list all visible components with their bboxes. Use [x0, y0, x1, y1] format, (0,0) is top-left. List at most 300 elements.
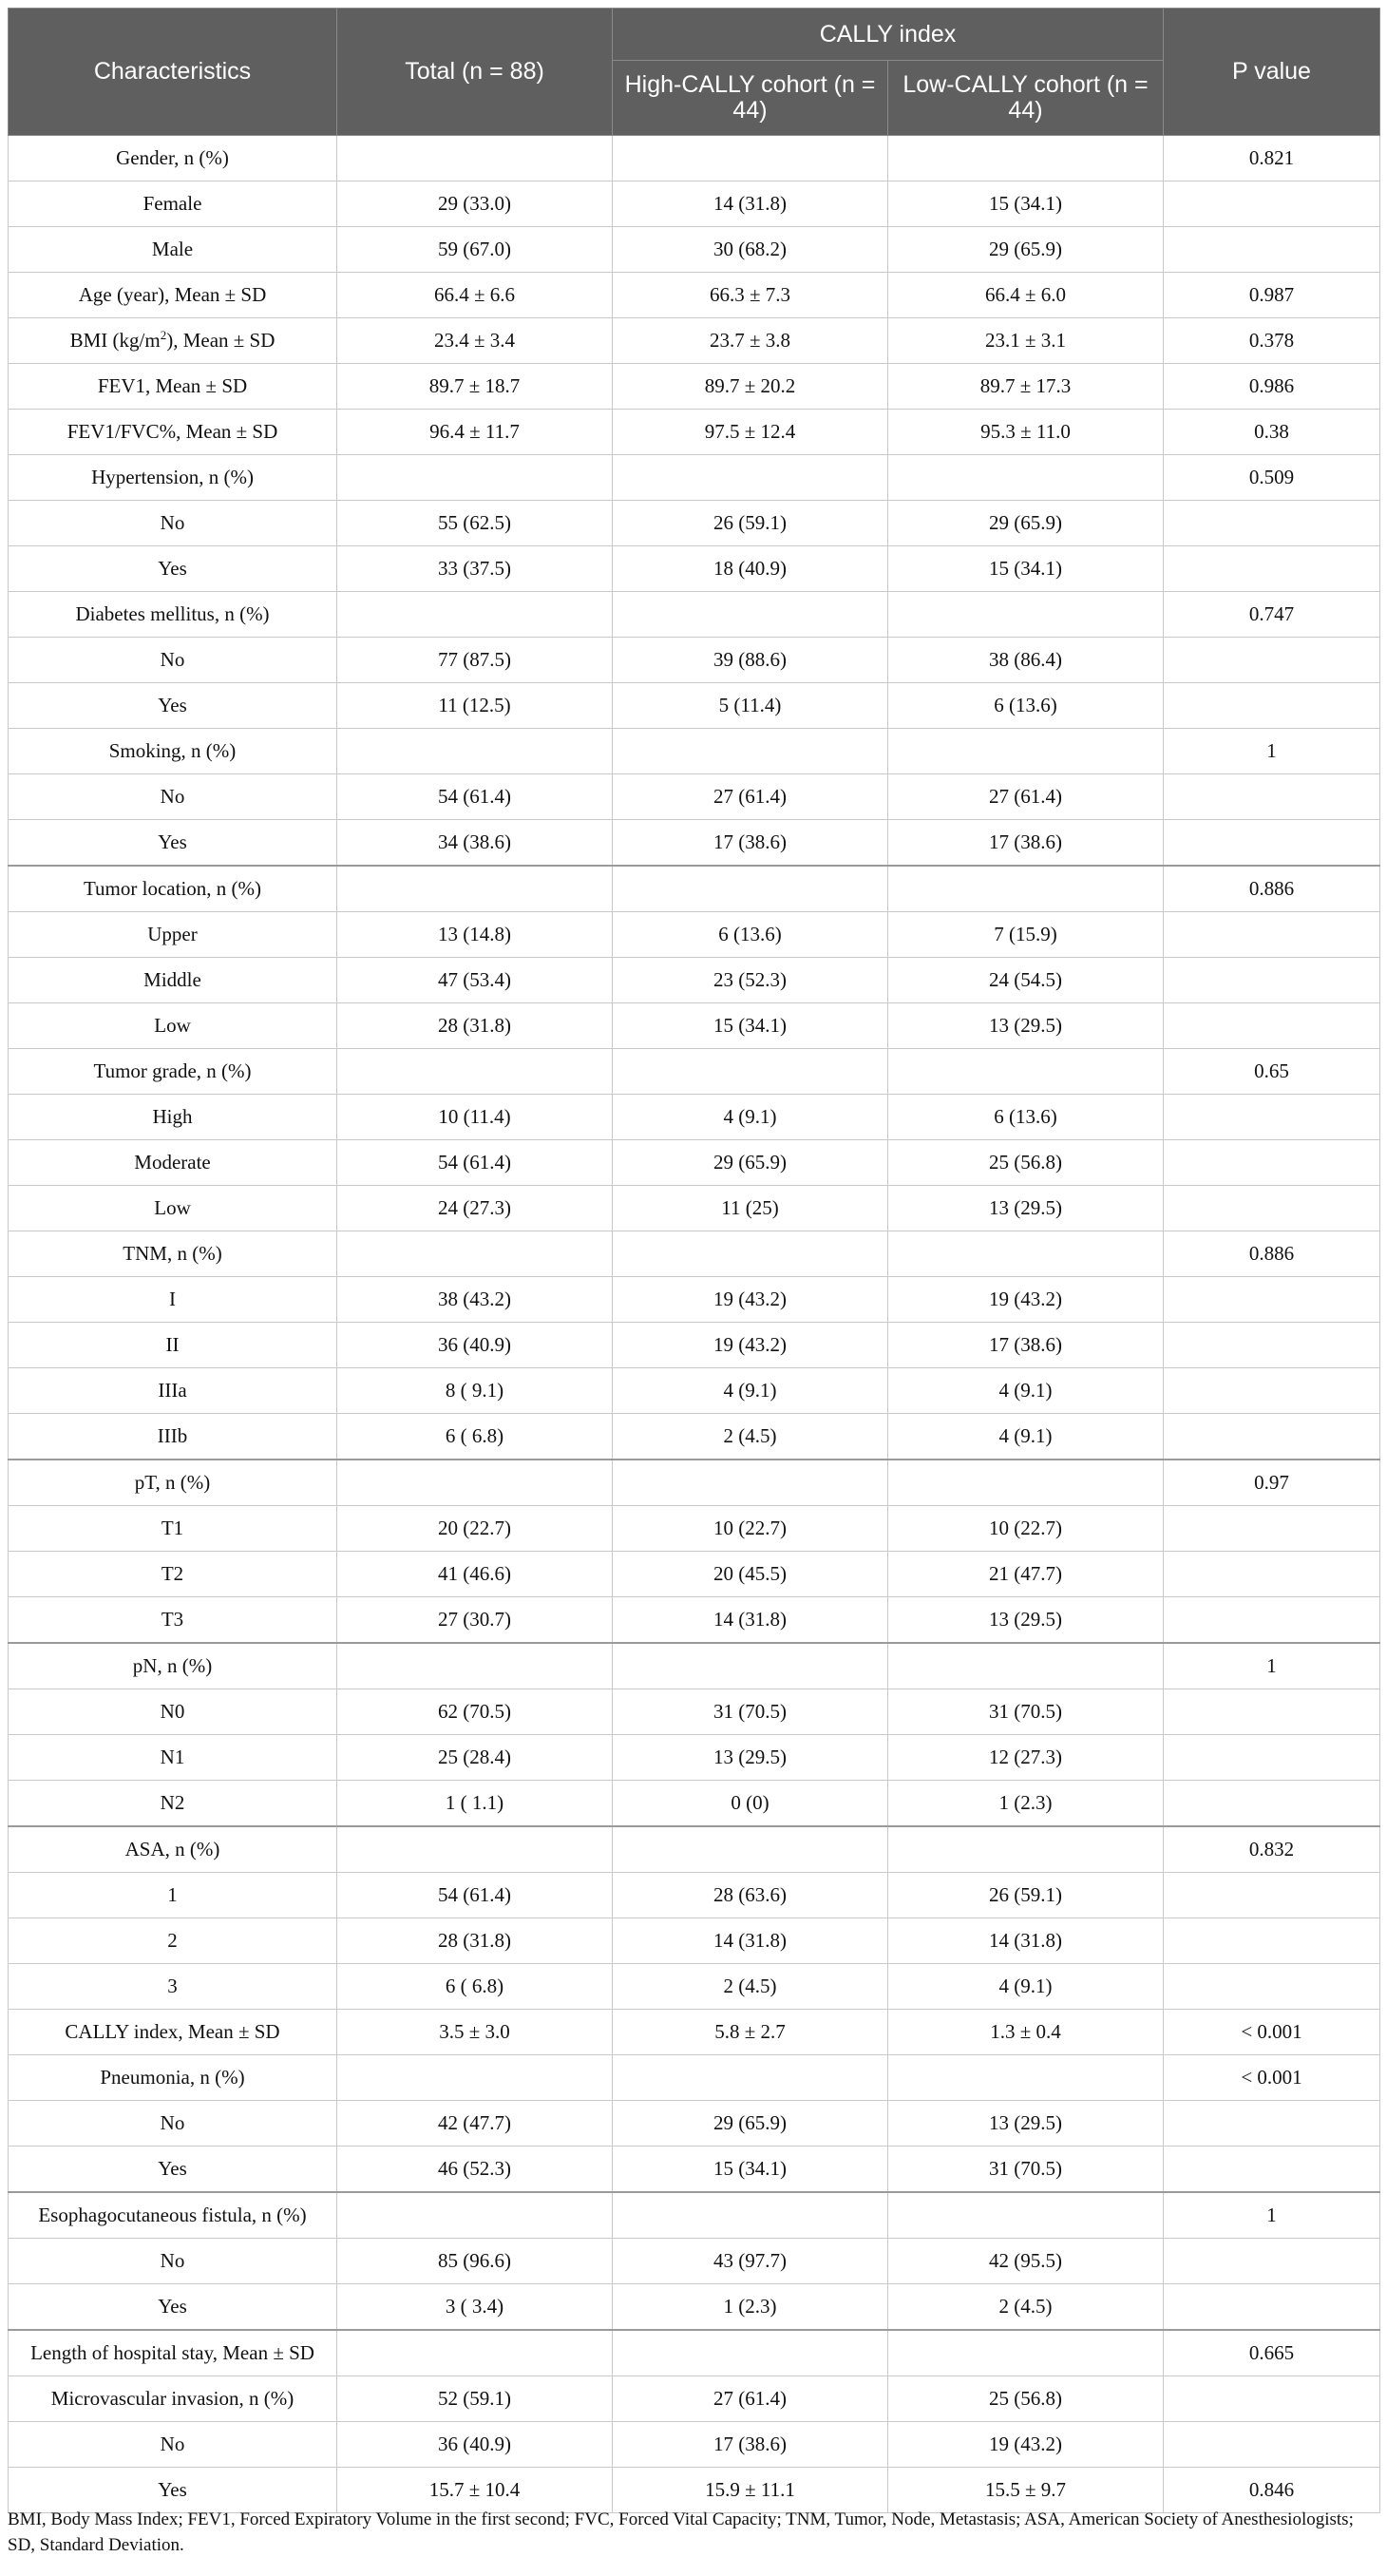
cell-p-value [1164, 2376, 1380, 2422]
cell-total: 36 (40.9) [337, 1323, 613, 1368]
cell-low-cally: 13 (29.5) [888, 1003, 1164, 1049]
cell-high-cally: 0 (0) [613, 1781, 888, 1827]
cell-high-cally: 15.9 ± 11.1 [613, 2468, 888, 2513]
cell-high-cally: 28 (63.6) [613, 1873, 888, 1918]
cell-high-cally: 15 (34.1) [613, 2147, 888, 2193]
cell-low-cally [888, 1049, 1164, 1095]
cell-low-cally: 42 (95.5) [888, 2239, 1164, 2284]
cell-high-cally: 43 (97.7) [613, 2239, 888, 2284]
cell-p-value [1164, 1689, 1380, 1735]
row-label [9, 1140, 337, 1186]
row-label [9, 2055, 337, 2101]
cell-high-cally [613, 866, 888, 912]
row-label-text: Tumor location, n (%) [83, 877, 262, 900]
cell-p-value [1164, 1735, 1380, 1781]
cell-total: 54 (61.4) [337, 1140, 613, 1186]
cell-p-value: < 0.001 [1164, 2055, 1380, 2101]
cell-high-cally: 15 (34.1) [613, 1003, 888, 1049]
cell-total [337, 1826, 613, 1873]
table-row [9, 273, 1380, 318]
cell-p-value [1164, 638, 1380, 683]
row-label-text: Hypertension, n (%) [91, 466, 254, 488]
header-high-cally: High-CALLY cohort (n = 44) [613, 61, 888, 136]
table-row [9, 1277, 1380, 1323]
table-body [9, 136, 1380, 2513]
row-label-text: Age (year), Mean ± SD [78, 283, 267, 306]
table-row [9, 866, 1380, 912]
cell-p-value [1164, 2239, 1380, 2284]
cell-high-cally: 89.7 ± 20.2 [613, 364, 888, 410]
cell-low-cally: 31 (70.5) [888, 1689, 1164, 1735]
header-low-cally: Low-CALLY cohort (n = 44) [888, 61, 1164, 136]
cell-high-cally: 97.5 ± 12.4 [613, 410, 888, 455]
row-label [9, 455, 337, 501]
table-row [9, 1186, 1380, 1231]
table-row [9, 1918, 1380, 1964]
cell-low-cally [888, 1460, 1164, 1506]
cell-low-cally [888, 866, 1164, 912]
cell-low-cally [888, 2055, 1164, 2101]
row-label-text: TNM, n (%) [123, 1242, 222, 1265]
row-label-suffix: ), Mean ± SD [166, 329, 276, 352]
cell-p-value [1164, 1323, 1380, 1368]
row-label [9, 2330, 337, 2376]
cell-high-cally: 20 (45.5) [613, 1552, 888, 1597]
cell-total: 33 (37.5) [337, 546, 613, 592]
cell-low-cally: 29 (65.9) [888, 501, 1164, 546]
row-label [9, 2284, 337, 2331]
table-row [9, 958, 1380, 1003]
cell-low-cally: 17 (38.6) [888, 820, 1164, 867]
cell-p-value [1164, 2422, 1380, 2468]
cell-high-cally: 19 (43.2) [613, 1323, 888, 1368]
cell-high-cally: 39 (88.6) [613, 638, 888, 683]
row-label-text: pN, n (%) [132, 1654, 213, 1677]
cell-low-cally [888, 2192, 1164, 2239]
cell-low-cally: 2 (4.5) [888, 2284, 1164, 2331]
row-label-text: pT, n (%) [134, 1471, 211, 1494]
cell-p-value [1164, 2101, 1380, 2147]
cell-p-value [1164, 912, 1380, 958]
row-label [9, 1597, 337, 1644]
cell-total [337, 2055, 613, 2101]
row-label-text: Smoking, n (%) [108, 739, 237, 762]
table-row [9, 227, 1380, 273]
cell-total: 89.7 ± 18.7 [337, 364, 613, 410]
row-label-text: FEV1/FVC%, Mean ± SD [66, 420, 278, 443]
row-label [9, 1277, 337, 1323]
row-label [9, 1643, 337, 1689]
cell-p-value: 0.97 [1164, 1460, 1380, 1506]
cell-total: 28 (31.8) [337, 1918, 613, 1964]
cell-p-value: 0.846 [1164, 2468, 1380, 2513]
header-characteristics: Characteristics [9, 9, 337, 136]
cell-total [337, 729, 613, 774]
table-row [9, 136, 1380, 181]
cell-total: 38 (43.2) [337, 1277, 613, 1323]
row-label [9, 1095, 337, 1140]
cell-p-value: 0.509 [1164, 455, 1380, 501]
cell-low-cally: 13 (29.5) [888, 2101, 1164, 2147]
cell-total: 42 (47.7) [337, 2101, 613, 2147]
table-row [9, 2101, 1380, 2147]
row-label [9, 1506, 337, 1552]
cell-high-cally: 23.7 ± 3.8 [613, 318, 888, 364]
row-label [9, 1049, 337, 1095]
row-label-text: Tumor grade, n (%) [93, 1059, 252, 1082]
row-label [9, 410, 337, 455]
cell-low-cally: 26 (59.1) [888, 1873, 1164, 1918]
cell-high-cally: 5.8 ± 2.7 [613, 2010, 888, 2055]
table-row [9, 2192, 1380, 2239]
table-row [9, 638, 1380, 683]
row-label-text: Length of hospital stay, Mean ± SD [30, 2341, 314, 2364]
cell-total: 62 (70.5) [337, 1689, 613, 1735]
cell-high-cally: 17 (38.6) [613, 2422, 888, 2468]
cell-high-cally: 13 (29.5) [613, 1735, 888, 1781]
cell-high-cally: 66.3 ± 7.3 [613, 273, 888, 318]
cell-p-value [1164, 683, 1380, 729]
cell-total: 20 (22.7) [337, 1506, 613, 1552]
row-label-text: Pneumonia, n (%) [100, 2066, 245, 2089]
table-row [9, 1368, 1380, 1414]
cell-p-value [1164, 1095, 1380, 1140]
cell-high-cally: 14 (31.8) [613, 1918, 888, 1964]
row-label [9, 2101, 337, 2147]
cell-high-cally: 1 (2.3) [613, 2284, 888, 2331]
cell-high-cally: 31 (70.5) [613, 1689, 888, 1735]
cell-p-value: 0.886 [1164, 866, 1380, 912]
cell-high-cally: 17 (38.6) [613, 820, 888, 867]
cell-total: 41 (46.6) [337, 1552, 613, 1597]
table-row [9, 1414, 1380, 1460]
row-label-text: T3 [161, 1608, 184, 1631]
cell-low-cally: 4 (9.1) [888, 1414, 1164, 1460]
cell-total: 29 (33.0) [337, 181, 613, 227]
cell-total: 3.5 ± 3.0 [337, 2010, 613, 2055]
cell-low-cally [888, 136, 1164, 181]
cell-high-cally [613, 1826, 888, 1873]
row-label-text: High [152, 1105, 193, 1128]
row-label [9, 2010, 337, 2055]
table-row [9, 1506, 1380, 1552]
row-label-text: BMI (kg/m [69, 329, 161, 352]
cell-high-cally: 18 (40.9) [613, 546, 888, 592]
cell-p-value: < 0.001 [1164, 2010, 1380, 2055]
cell-total: 3 ( 3.4) [337, 2284, 613, 2331]
cell-total: 66.4 ± 6.6 [337, 273, 613, 318]
cell-high-cally [613, 455, 888, 501]
cell-low-cally: 7 (15.9) [888, 912, 1164, 958]
table-row [9, 2422, 1380, 2468]
cell-p-value [1164, 1003, 1380, 1049]
row-label-text: Low [154, 1014, 191, 1037]
row-label [9, 1231, 337, 1277]
row-label-text: No [160, 2111, 185, 2134]
row-label-text: 1 [167, 1883, 178, 1906]
row-label-text: Microvascular invasion, n (%) [50, 2387, 294, 2410]
cell-total: 6 ( 6.8) [337, 1964, 613, 2010]
table-row [9, 2010, 1380, 2055]
cell-high-cally: 10 (22.7) [613, 1506, 888, 1552]
cell-high-cally: 27 (61.4) [613, 2376, 888, 2422]
cell-high-cally: 4 (9.1) [613, 1368, 888, 1414]
row-label [9, 1414, 337, 1460]
cell-p-value: 0.747 [1164, 592, 1380, 638]
table-row [9, 318, 1380, 364]
cell-p-value [1164, 1873, 1380, 1918]
cell-p-value: 0.665 [1164, 2330, 1380, 2376]
table-header [9, 9, 1380, 136]
cell-p-value [1164, 1368, 1380, 1414]
row-label-text: CALLY index, Mean ± SD [65, 2020, 280, 2043]
row-label-text: T1 [161, 1517, 184, 1539]
row-label-text: I [169, 1288, 176, 1310]
table-row [9, 1643, 1380, 1689]
table-row [9, 1873, 1380, 1918]
table-row [9, 2055, 1380, 2101]
cell-p-value: 0.65 [1164, 1049, 1380, 1095]
table-row [9, 1460, 1380, 1506]
cell-low-cally: 21 (47.7) [888, 1552, 1164, 1597]
cell-high-cally [613, 1460, 888, 1506]
row-label [9, 729, 337, 774]
table-row [9, 2147, 1380, 2193]
row-label [9, 912, 337, 958]
row-label-text: Esophagocutaneous fistula, n (%) [38, 2204, 307, 2226]
cell-low-cally: 23.1 ± 3.1 [888, 318, 1164, 364]
cell-low-cally: 19 (43.2) [888, 2422, 1164, 2468]
table-row [9, 774, 1380, 820]
cell-low-cally: 1.3 ± 0.4 [888, 2010, 1164, 2055]
cell-p-value: 1 [1164, 1643, 1380, 1689]
row-label [9, 1323, 337, 1368]
row-label [9, 1003, 337, 1049]
table-row [9, 546, 1380, 592]
table-row [9, 729, 1380, 774]
cell-total [337, 2192, 613, 2239]
table-row [9, 1003, 1380, 1049]
cell-low-cally: 15 (34.1) [888, 181, 1164, 227]
row-label-text: No [160, 785, 185, 808]
cell-total: 34 (38.6) [337, 820, 613, 867]
cell-p-value [1164, 2147, 1380, 2193]
table-row [9, 592, 1380, 638]
row-label [9, 1781, 337, 1827]
row-label [9, 2147, 337, 2193]
cell-p-value [1164, 1414, 1380, 1460]
cell-p-value [1164, 546, 1380, 592]
row-label-text: ASA, n (%) [124, 1838, 220, 1860]
cell-high-cally: 19 (43.2) [613, 1277, 888, 1323]
cell-total [337, 455, 613, 501]
row-label-superscript: 2 [160, 328, 167, 342]
cell-low-cally: 4 (9.1) [888, 1368, 1164, 1414]
row-label-text: Upper [147, 923, 198, 945]
table-row [9, 1826, 1380, 1873]
cell-high-cally: 5 (11.4) [613, 683, 888, 729]
cell-p-value: 0.886 [1164, 1231, 1380, 1277]
cell-high-cally: 14 (31.8) [613, 181, 888, 227]
row-label [9, 2239, 337, 2284]
cell-p-value [1164, 1506, 1380, 1552]
cell-total: 59 (67.0) [337, 227, 613, 273]
cell-total: 1 ( 1.1) [337, 1781, 613, 1827]
cell-low-cally: 19 (43.2) [888, 1277, 1164, 1323]
row-label-text: Yes [158, 2157, 187, 2180]
cell-p-value [1164, 958, 1380, 1003]
cell-total [337, 1460, 613, 1506]
row-label-text: FEV1, Mean ± SD [97, 374, 248, 397]
table-row [9, 1964, 1380, 2010]
cell-total: 27 (30.7) [337, 1597, 613, 1644]
table-row [9, 1231, 1380, 1277]
row-label-text: Yes [158, 830, 187, 853]
cell-low-cally: 15.5 ± 9.7 [888, 2468, 1164, 2513]
table-row [9, 1049, 1380, 1095]
cell-low-cally: 4 (9.1) [888, 1964, 1164, 2010]
row-label [9, 364, 337, 410]
cell-total: 10 (11.4) [337, 1095, 613, 1140]
cell-high-cally: 14 (31.8) [613, 1597, 888, 1644]
cell-total [337, 1049, 613, 1095]
row-label [9, 1186, 337, 1231]
row-label-text: No [160, 2433, 185, 2455]
cell-total [337, 136, 613, 181]
cell-high-cally: 30 (68.2) [613, 227, 888, 273]
cell-low-cally: 6 (13.6) [888, 1095, 1164, 1140]
row-label-text: 2 [167, 1929, 178, 1952]
row-label [9, 683, 337, 729]
row-label [9, 136, 337, 181]
row-label-text: IIIa [158, 1379, 187, 1402]
cell-p-value [1164, 181, 1380, 227]
table-row [9, 2284, 1380, 2331]
header-cally-index: CALLY index [613, 9, 1164, 61]
row-label [9, 638, 337, 683]
cell-low-cally [888, 592, 1164, 638]
row-label-text: T2 [161, 1562, 184, 1585]
cell-total: 13 (14.8) [337, 912, 613, 958]
table-row [9, 1095, 1380, 1140]
cell-low-cally: 29 (65.9) [888, 227, 1164, 273]
row-label-text: 3 [167, 1975, 178, 1997]
row-label-text: No [160, 2249, 185, 2272]
cell-total: 54 (61.4) [337, 774, 613, 820]
cell-p-value [1164, 1277, 1380, 1323]
row-label-text: No [160, 648, 185, 671]
table-row [9, 455, 1380, 501]
cell-total: 8 ( 9.1) [337, 1368, 613, 1414]
cell-p-value: 1 [1164, 729, 1380, 774]
cell-low-cally: 1 (2.3) [888, 1781, 1164, 1827]
cell-low-cally: 14 (31.8) [888, 1918, 1164, 1964]
cell-total [337, 2330, 613, 2376]
table-row [9, 501, 1380, 546]
cell-low-cally: 31 (70.5) [888, 2147, 1164, 2193]
cell-high-cally [613, 1231, 888, 1277]
row-label [9, 592, 337, 638]
cell-p-value [1164, 2284, 1380, 2331]
cell-low-cally: 25 (56.8) [888, 1140, 1164, 1186]
row-label-text: N2 [160, 1791, 185, 1814]
row-label-text: Yes [158, 694, 187, 716]
cell-high-cally: 4 (9.1) [613, 1095, 888, 1140]
cell-p-value: 0.986 [1164, 364, 1380, 410]
cell-low-cally: 38 (86.4) [888, 638, 1164, 683]
row-label [9, 1552, 337, 1597]
cell-total: 11 (12.5) [337, 683, 613, 729]
row-label [9, 958, 337, 1003]
cell-total: 46 (52.3) [337, 2147, 613, 2193]
row-label-text: Yes [158, 2478, 187, 2501]
row-label-text: Yes [158, 2295, 187, 2318]
cell-high-cally [613, 729, 888, 774]
cell-high-cally: 29 (65.9) [613, 2101, 888, 2147]
cell-high-cally [613, 2330, 888, 2376]
cell-p-value [1164, 501, 1380, 546]
cell-p-value: 0.821 [1164, 136, 1380, 181]
cell-total: 52 (59.1) [337, 2376, 613, 2422]
table-row [9, 1781, 1380, 1827]
cell-high-cally: 23 (52.3) [613, 958, 888, 1003]
row-label [9, 181, 337, 227]
table-footnote: BMI, Body Mass Index; FEV1, Forced Expiratory Volume in the first second; FVC, Forced Vital Capacity; TNM, Tumor, Node, Metastasis; ASA, American Society of Anesthesiologists; SD, Standard Deviation. [8, 2509, 1354, 2555]
cell-total [337, 866, 613, 912]
row-label [9, 273, 337, 318]
table-row [9, 410, 1380, 455]
cell-total: 77 (87.5) [337, 638, 613, 683]
cell-p-value [1164, 1918, 1380, 1964]
cell-low-cally: 95.3 ± 11.0 [888, 410, 1164, 455]
table-row [9, 2330, 1380, 2376]
cell-high-cally [613, 136, 888, 181]
cell-high-cally: 26 (59.1) [613, 501, 888, 546]
cell-low-cally [888, 1826, 1164, 1873]
cell-low-cally: 17 (38.6) [888, 1323, 1164, 1368]
cell-low-cally: 89.7 ± 17.3 [888, 364, 1164, 410]
cell-p-value: 0.832 [1164, 1826, 1380, 1873]
cell-low-cally [888, 455, 1164, 501]
cell-total: 28 (31.8) [337, 1003, 613, 1049]
cell-high-cally: 29 (65.9) [613, 1140, 888, 1186]
row-label-text: Low [154, 1196, 191, 1219]
cell-high-cally [613, 1643, 888, 1689]
cell-total: 54 (61.4) [337, 1873, 613, 1918]
table-row [9, 1735, 1380, 1781]
cell-p-value: 0.378 [1164, 318, 1380, 364]
row-label-text: Male [151, 238, 194, 260]
cell-low-cally [888, 1231, 1164, 1277]
cell-total: 25 (28.4) [337, 1735, 613, 1781]
row-label [9, 1918, 337, 1964]
characteristics-table [8, 8, 1380, 2513]
table-row [9, 820, 1380, 867]
cell-total: 85 (96.6) [337, 2239, 613, 2284]
row-label-text: II [165, 1333, 180, 1356]
table-row [9, 2239, 1380, 2284]
table-row [9, 1323, 1380, 1368]
row-label [9, 1368, 337, 1414]
cell-p-value [1164, 1964, 1380, 2010]
cell-low-cally: 27 (61.4) [888, 774, 1164, 820]
header-total: Total (n = 88) [337, 9, 613, 136]
table-row [9, 181, 1380, 227]
table-row [9, 1689, 1380, 1735]
table-row [9, 364, 1380, 410]
cell-low-cally [888, 1643, 1164, 1689]
cell-total: 6 ( 6.8) [337, 1414, 613, 1460]
